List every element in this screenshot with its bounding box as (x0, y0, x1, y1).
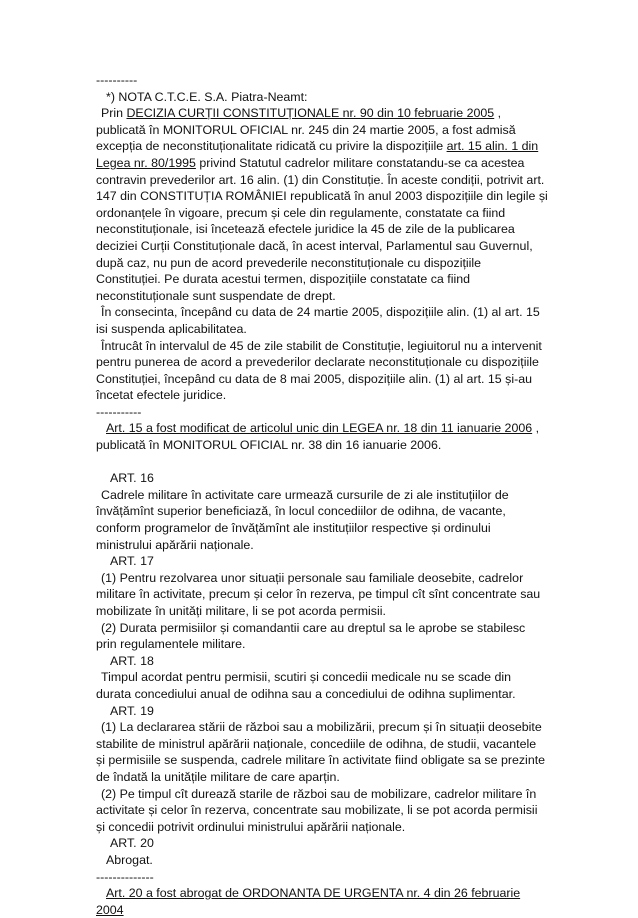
paragraph (96, 620, 548, 653)
legal-reference-link[interactable]: DECIZIA CURȚII CONSTITUȚIONALE nr. 90 din 10 februarie 2005 (126, 106, 495, 121)
legal-reference-link[interactable]: Art. 20 a fost abrogat de ORDONANTA DE URGENTA nr. 4 din 26 februarie 2004 (96, 886, 521, 917)
document-body (96, 72, 548, 918)
paragraph (96, 105, 548, 304)
article-heading (96, 835, 548, 852)
text-run: ART. 17 (110, 554, 154, 569)
paragraph (96, 304, 548, 337)
text-run: Întrucât în intervalul de 45 de zile stabilit de Constituție, legiuitorul nu a intervenit pentru punerea de acord a prevederilor declarate neconstituționale cu dispozițiile Constituției, începând cu data de 8 mai 2005, dispozițiile alin. (1) al art. 15 și-au încetat efectele juridice. (96, 338, 542, 403)
text-run: , publicată în MONITORUL OFICIAL nr. 245 din 24 martie 2005, a fost admisă excepția de neconstituționalitate ridicată cu privire la dispozițiile (96, 106, 516, 154)
text-run: Prin (101, 106, 127, 121)
article-heading (96, 703, 548, 720)
legal-reference-link[interactable]: art. 15 alin. 1 din Legea nr. 80/1995 (96, 139, 539, 170)
text-run: Timpul acordat pentru permisii, scutiri și concedii medicale nu se scade din durata concediului anual de odihna sau a concediului de odihna suplimentar. (96, 670, 516, 701)
article-heading (96, 470, 548, 487)
text-run: Cadrele militare în activitate care urmează cursurile de zi ale instituțiilor de învățămînt superior beneficiază, în locul concediilor de odihna, de vacante, conform programelor de învățămînt ale instituțiilor respective și ordinului ministrului apărării naționale. (96, 487, 509, 552)
paragraph (96, 420, 548, 453)
text-run: ART. 19 (110, 703, 154, 718)
text-run: (2) Durata permisiilor și comandantii care au dreptul sa le aprobe se stabilesc prin regulamentele militare. (96, 620, 526, 652)
paragraph (96, 487, 548, 553)
text-run: În consecinta, începând cu data de 24 martie 2005, dispozițiile alin. (1) al art. 15 isi suspenda aplicabilitatea. (96, 305, 540, 336)
separator-line: -------------- (96, 869, 154, 884)
text-run: (1) La declararea stării de război sau a mobilizării, precum și în situații deosebite stabilite de ministrul apărării naționale, concediile de odihna, de studii, vacantele și permisiile se suspenda, cadrele militare în activitate fiind obligate sa se prezinte de îndată la unitățile militare de care aparțin. (96, 720, 546, 784)
text-run: , publicată în MONITORUL OFICIAL nr. 38 din 16 ianuarie 2006. (96, 421, 540, 453)
paragraph (96, 719, 548, 785)
separator-line: ----------- (96, 404, 142, 419)
text-run: (1) Pentru rezolvarea unor situații personale sau familiale deosebite, cadrelor militare în activitate, precum și celor în rezerva, pe timpul cît sînt concentrate sau mobilizate în unități militare, li se pot acorda permisii. (96, 570, 541, 618)
paragraph (96, 852, 548, 869)
legal-reference-link[interactable]: Art. 15 a fost modificat de articolul unic din LEGEA nr. 18 din 11 ianuarie 2006 (106, 421, 533, 436)
text-run: ART. 16 (110, 471, 154, 486)
text-run: ART. 20 (110, 836, 154, 851)
paragraph (96, 885, 548, 918)
text-run: ART. 18 (110, 653, 154, 668)
paragraph (96, 669, 548, 702)
separator-line: ---------- (96, 73, 138, 87)
text-run: *) NOTA C.T.C.E. S.A. Piatra-Neamt: (106, 89, 308, 104)
blank-line (96, 454, 548, 471)
text-run: privind Statutul cadrelor militare constatandu-se ca acestea contravin prevederilor art. 16 alin. (1) din Constituție. În aceste condiții, potrivit art. 147 din CONSTITUȚIA ROMÂNIEI republicată în anul 2003 dispozițiile din legile și ordonanțele în vigoare, precum și cele din regulamente, constatate ca fiind neconstituționale, isi încetează efectele juridice la 45 de zile de la publicarea deciziei Curții Constituționale dacă, în acest interval, Parlamentul sau Guvernul, după caz, nu pun de acord prevederile neconstituționale cu dispozițiile Constituției. Pe durata acestui termen, dispozițiile constatate ca fiind neconstituționale sunt suspendate de drept. (96, 155, 548, 303)
paragraph (96, 89, 548, 106)
text-run: (2) Pe timpul cît durează starile de război sau de mobilizare, cadrelor militare în activitate și celor în rezerva, concentrate sau mobilizate, li se pot acorda permisii și concedii potrivit ordinului ministrului apărării naționale. (96, 786, 538, 834)
text-run: Abrogat. (106, 852, 153, 867)
paragraph (96, 338, 548, 404)
paragraph (96, 786, 548, 836)
article-heading (96, 653, 548, 670)
article-heading (96, 553, 548, 570)
paragraph (96, 570, 548, 620)
